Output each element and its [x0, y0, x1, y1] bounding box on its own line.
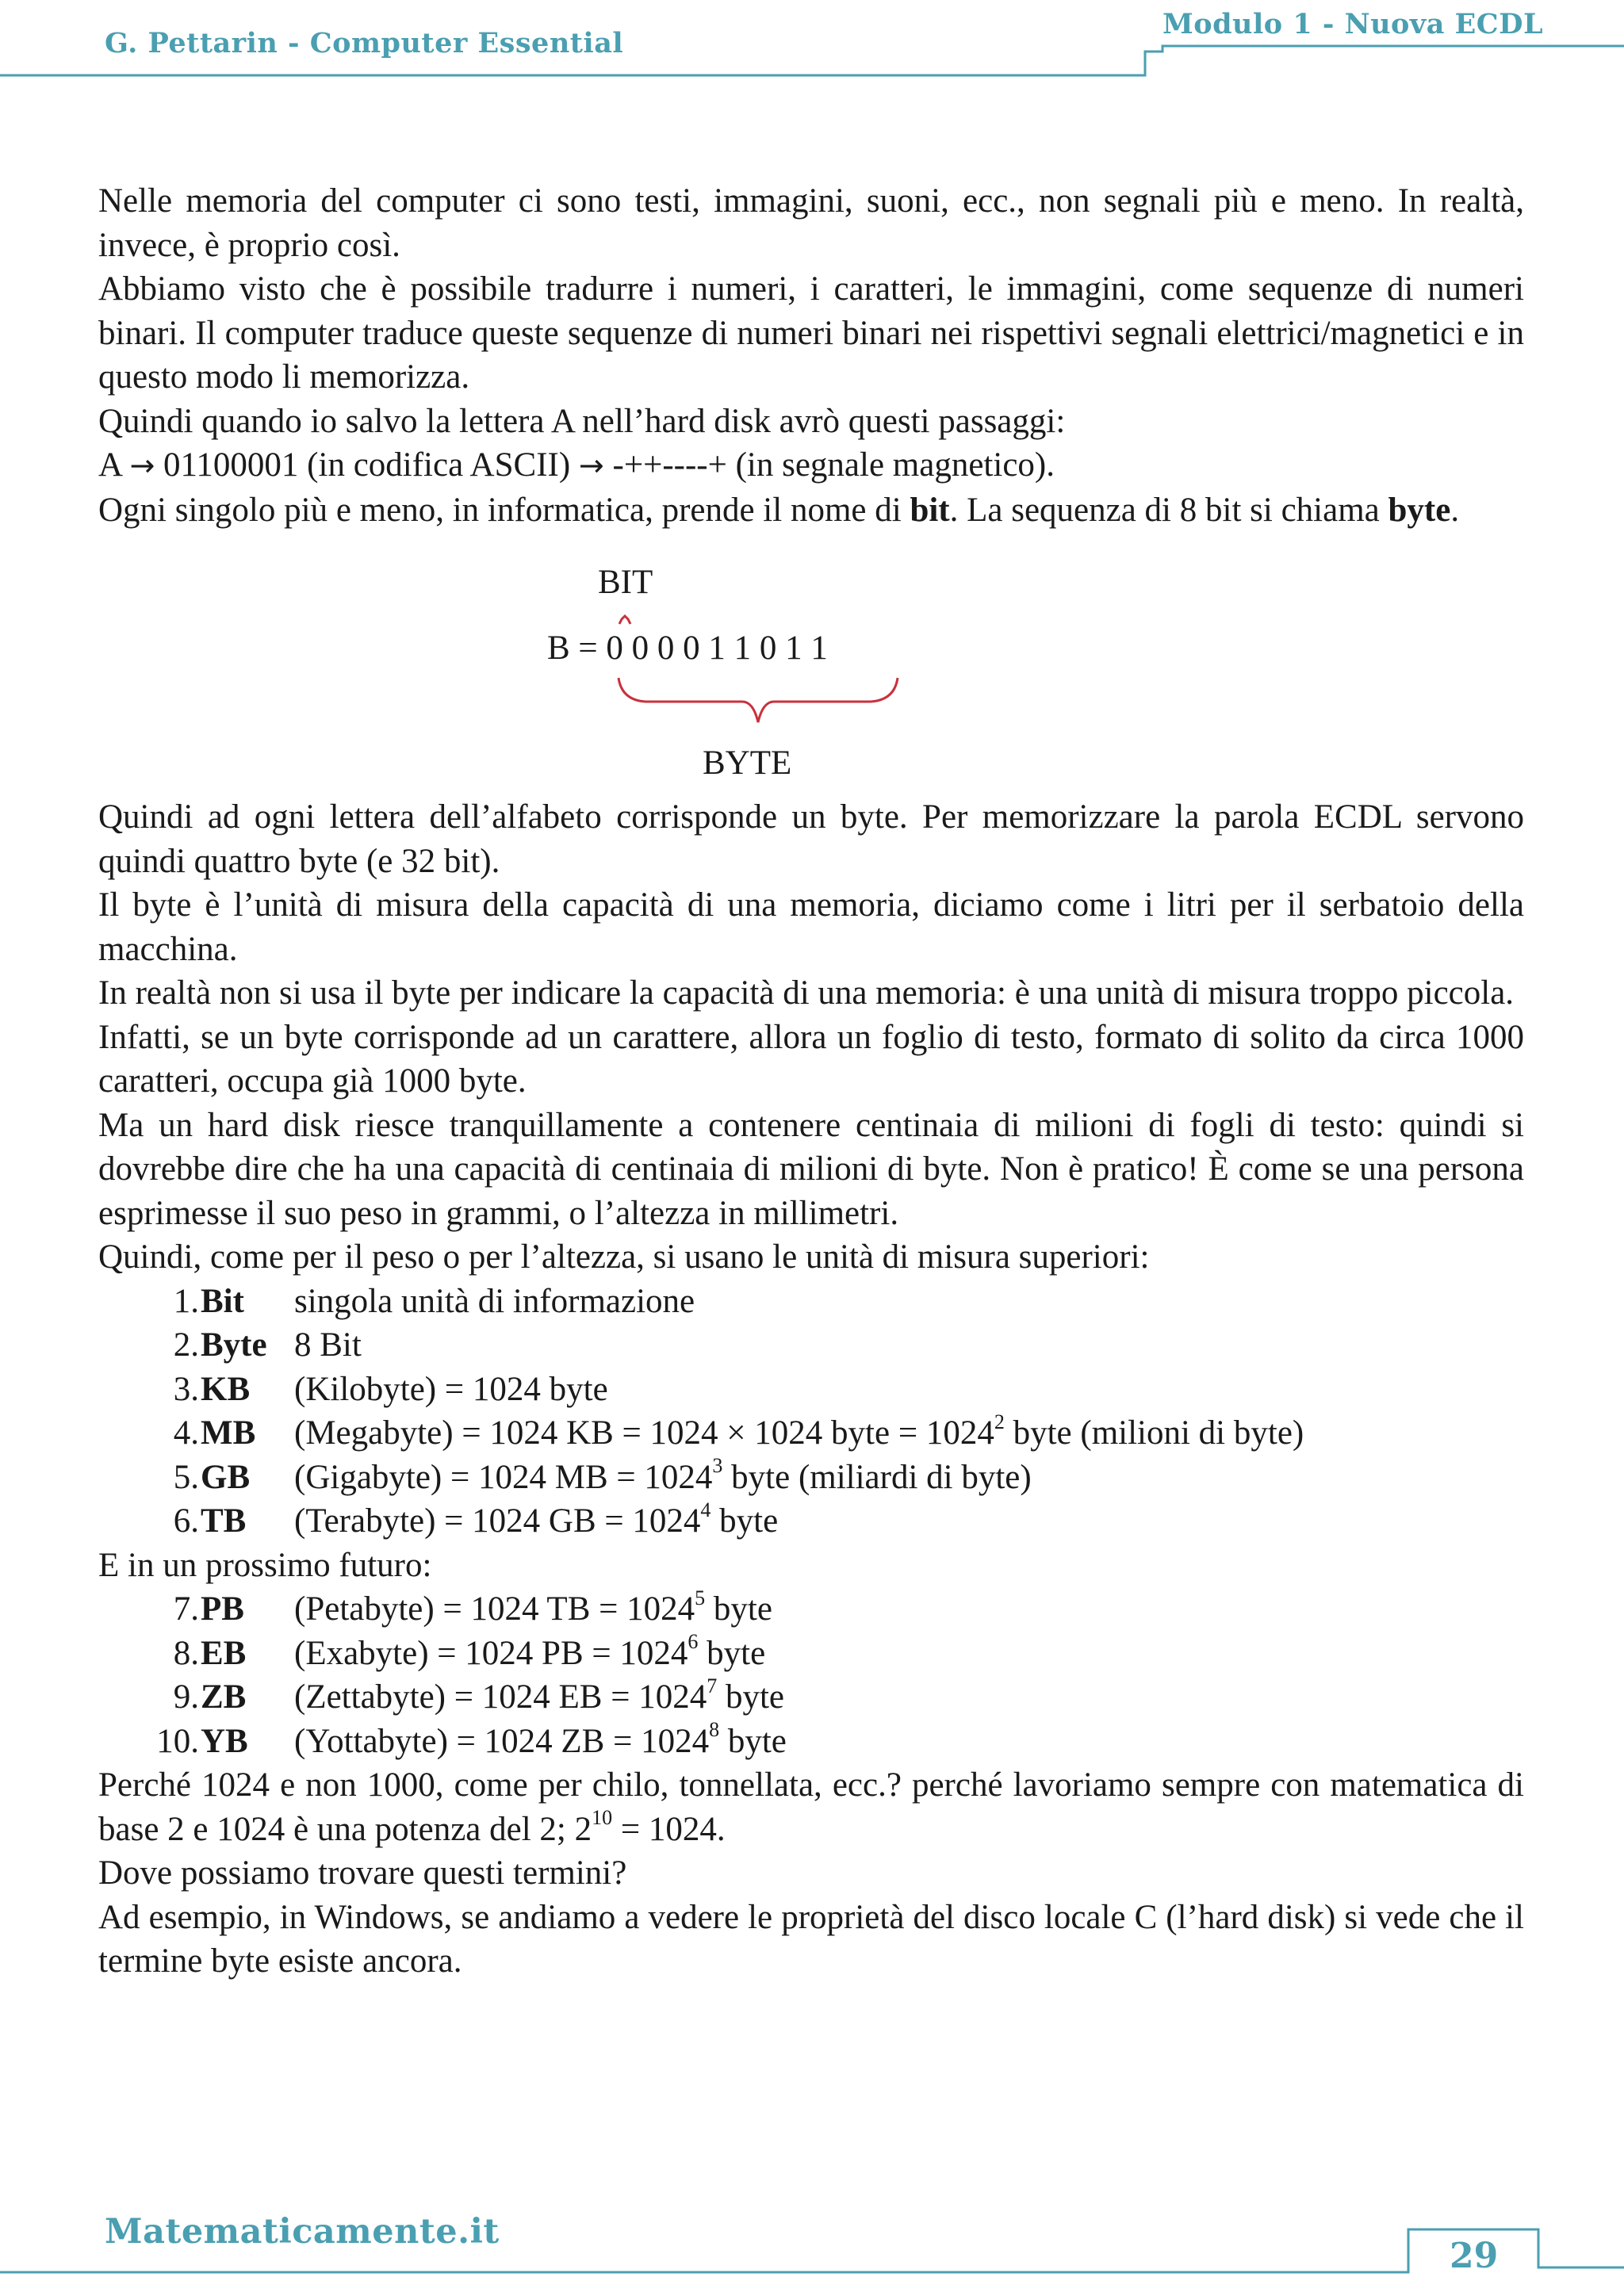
paragraph: Quindi, come per il peso o per l’altezza, si usano le unità di misura superiori:	[98, 1238, 1150, 1276]
term-bit: bit	[910, 491, 950, 529]
ascii-code: 01100001 (in codifica ASCII)	[155, 446, 579, 484]
list-item: 7. PB (Petabyte) = 1024 TB = $1024^5$ byte	[173, 1586, 772, 1628]
byte-label: BYTE	[703, 744, 792, 782]
paragraph: Ma un hard disk riesce tranquillamente a contenere centinaia di milioni di fogli di testo: quindi si dovrebbe dire che ha una capacità di centinaia di milioni di byte. Non è pratico! È come se una persona esprimesse il suo peso in grammi, o l’altezza in millimetri.	[98, 1106, 1524, 1232]
paragraph: In realtà non si usa il byte per indicare la capacità di una memoria: è una unità di misura troppo piccola.	[98, 974, 1515, 1012]
arrow-right-icon: →	[129, 448, 155, 483]
list-item: 8. EB (Exabyte) = 1024 PB = $1024^6$ byte	[173, 1630, 766, 1672]
units-list	[98, 1280, 1524, 1544]
page-number: 29	[1450, 2236, 1499, 2276]
paragraph-encoding-example	[98, 443, 1524, 488]
paragraph: Il byte è l’unità di misura della capacità di una memoria, diciamo come i litri per il serbatoio della macchina.	[98, 886, 1524, 968]
paragraph: Ad esempio, in Windows, se andiamo a vedere le proprietà del disco locale C (l’hard disk) si vede che il termine byte esiste ancora.	[98, 1898, 1524, 1980]
bit-label: BIT	[598, 564, 653, 601]
header-author-title: G. Pettarin - Computer Essential	[105, 27, 624, 59]
list-item: 9. ZB (Zettabyte) = 1024 EB = $1024^7$ byte	[173, 1674, 784, 1716]
paragraph: Nelle memoria del computer ci sono testi, immagini, suoni, ecc., non segnali più e meno. In realtà, invece, è proprio così.	[98, 182, 1524, 264]
paragraph: E in un prossimo futuro:	[98, 1546, 432, 1584]
diagram-braces	[98, 532, 971, 795]
magnetic-signal: -++----+ (in segnale magnetico).	[603, 446, 1055, 484]
letter-a: A	[98, 446, 121, 484]
list-item: 6. TB (Terabyte) = 1024 GB = $1024^4$ byte	[173, 1498, 779, 1540]
binary-equation: B = 0 0 0 0 1 1 0 1 1	[547, 629, 828, 667]
paragraph-base2: Perché 1024 e non 1000, come per chilo, tonnellata, ecc.? perché lavoriamo sempre con matematica di base 2 e 1024 è una potenza del 2; $2^{10} = 1024$.	[98, 1766, 1524, 1848]
paragraph-bit-byte: Ogni singolo più e meno, in informatica, prende il nome di bit. La sequenza di 8 bit si chiama byte.	[98, 491, 1460, 529]
list-item: 4. MB (Megabyte) = 1024 KB = 1024 × 1024 byte = $1024^2$ byte (milioni di byte)	[173, 1410, 1304, 1452]
paragraph: Abbiamo visto che è possibile tradurre i numeri, i caratteri, le immagini, come sequenze di numeri binari. Il computer traduce queste sequenze di numeri binari nei rispettivi segnali elettrici/magnetici e in questo modo li memorizza.	[98, 270, 1524, 396]
page-body	[98, 179, 1524, 1984]
paragraph: Quindi quando io salvo la lettera A nell’hard disk avrò questi passaggi:	[98, 402, 1066, 440]
list-item: 3. KB (Kilobyte) = 1024 byte	[173, 1370, 608, 1408]
paragraph: Quindi ad ogni lettera dell’alfabeto corrisponde un byte. Per memorizzare la parola ECDL servono quindi quattro byte (e 32 bit).	[98, 798, 1524, 880]
term-byte: byte	[1388, 491, 1451, 529]
list-item: 2. Byte 8 Bit	[173, 1326, 362, 1364]
arrow-right-icon: →	[578, 448, 604, 483]
header-module: Modulo 1 - Nuova ECDL	[1162, 8, 1544, 40]
bit-byte-diagram	[98, 532, 1524, 795]
list-item: 5. GB (Gigabyte) = 1024 MB = $1024^3$ byte (miliardi di byte)	[173, 1454, 1032, 1496]
paragraph: Infatti, se un byte corrisponde ad un carattere, allora un foglio di testo, formato di solito da circa 1000 caratteri, occupa già 1000 byte.	[98, 1018, 1524, 1100]
footer-brand: Matematicamente.it	[105, 2212, 500, 2252]
footer-rule	[0, 2220, 1624, 2296]
paragraph: Dove possiamo trovare questi termini?	[98, 1854, 627, 1892]
units-future-list	[98, 1587, 1524, 1763]
list-item: 10. YB (Yottabyte) = 1024 ZB = $1024^8$ byte	[156, 1718, 787, 1760]
list-item: 1. Bit singola unità di informazione	[173, 1282, 695, 1320]
